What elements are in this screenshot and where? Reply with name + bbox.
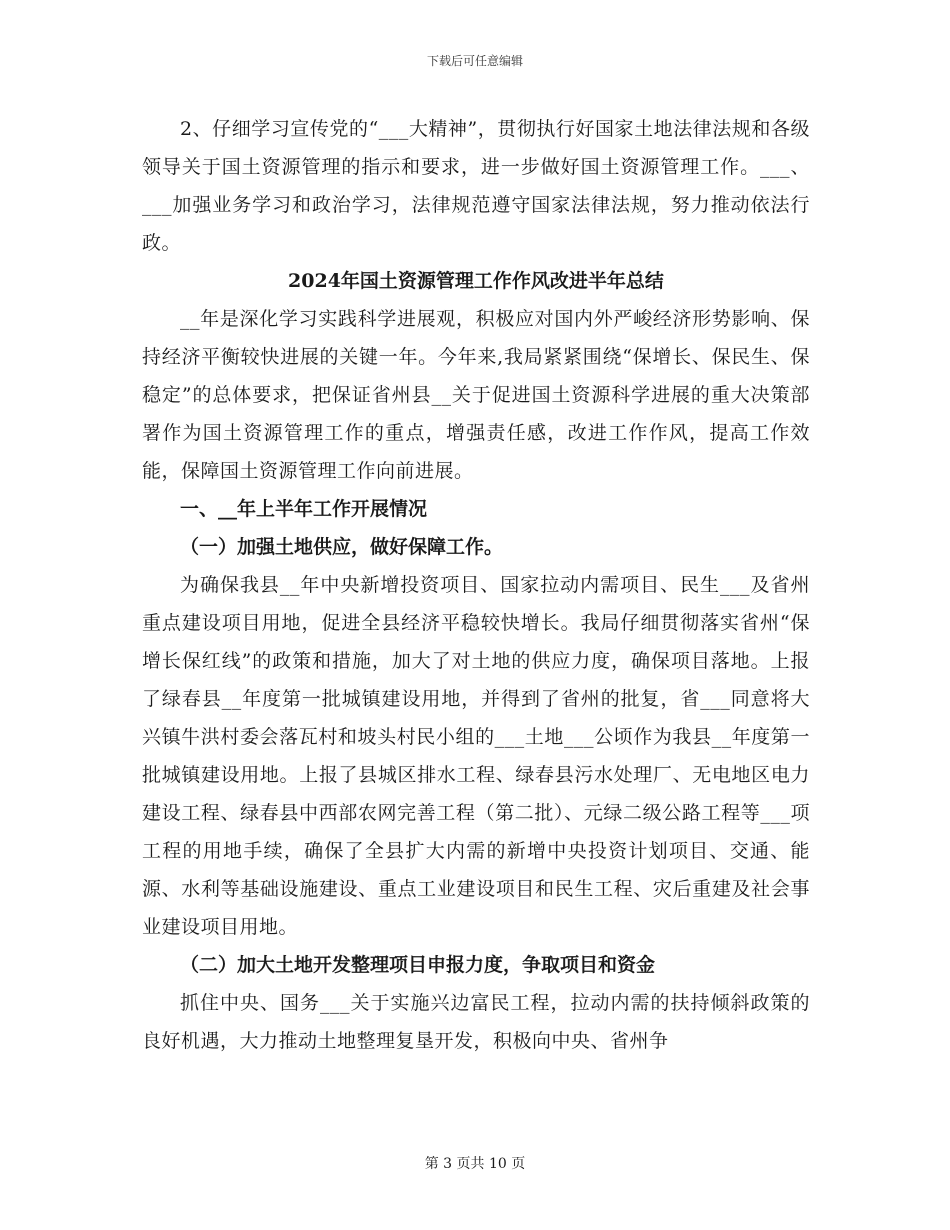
page-footer: 第 3 页共 10 页 [424,1156,526,1172]
section-title: 2024年国土资源管理工作作风改进半年总结 [288,270,664,292]
paragraph-land-development: 抓住中央、国务___关于实施兴边富民工程，拉动内需的扶持倾斜政策的良好机遇，大力推动土地整理复垦开发，积极向中央、省州争 [142,992,810,1052]
heading-level-1: 一、__年上半年工作开展情况 [180,498,428,520]
paragraph-intro: __年是深化学习实践科学进展观，积极应对国内外严峻经济形势影响、保持经济平衡较快进展的关键一年。今年来,我局紧紧围绕“保增长、保民生、保稳定”的总体要求，把保证省州县__关于促进国土资源科学进展的重大决策部署作为国土资源管理工作的重点，增强责任感，改进工作作风，提高工作效能，保障国土资源管理工作向前进展。 [142,308,810,482]
document-body [142,110,810,1060]
page-header: 下载后可任意编辑 [426,54,523,68]
heading-land-supply: （一）加强土地供应，做好保障工作。 [180,536,504,558]
paragraph-study-spirit: 2、仔细学习宣传党的“___大精神”，贯彻执行好国家土地法律法规和各级领导关于国土资源管理的指示和要求，进一步做好国土资源管理工作。___、___加强业务学习和政治学习，法律规范遵守国家法律法规，努力推动依法行政。 [142,118,810,254]
heading-land-development: （二）加大土地开发整理项目申报力度，争取项目和资金 [180,954,656,976]
paragraph-land-supply: 为确保我县__年中央新增投资项目、国家拉动内需项目、民生___及省州重点建设项目用地，促进全县经济平稳较快增长。我局仔细贯彻落实省州“保增长保红线”的政策和措施，加大了对土地的供应力度，确保项目落地。上报了绿春县__年度第一批城镇建设用地，并得到了省州的批复，省___同意将大兴镇牛洪村委会落瓦村和坡头村民小组的___土地___公顷作为我县__年度第一批城镇建设用地。上报了县城区排水工程、绿春县污水处理厂、无电地区电力建设工程、绿春县中西部农网完善工程（第二批）、元绿二级公路工程等___项工程的用地手续，确保了全县扩大内需的新增中央投资计划项目、交通、能源、水利等基础设施建设、重点工业建设项目和民生工程、灾后重建及社会事业建设项目用地。 [142,574,810,938]
